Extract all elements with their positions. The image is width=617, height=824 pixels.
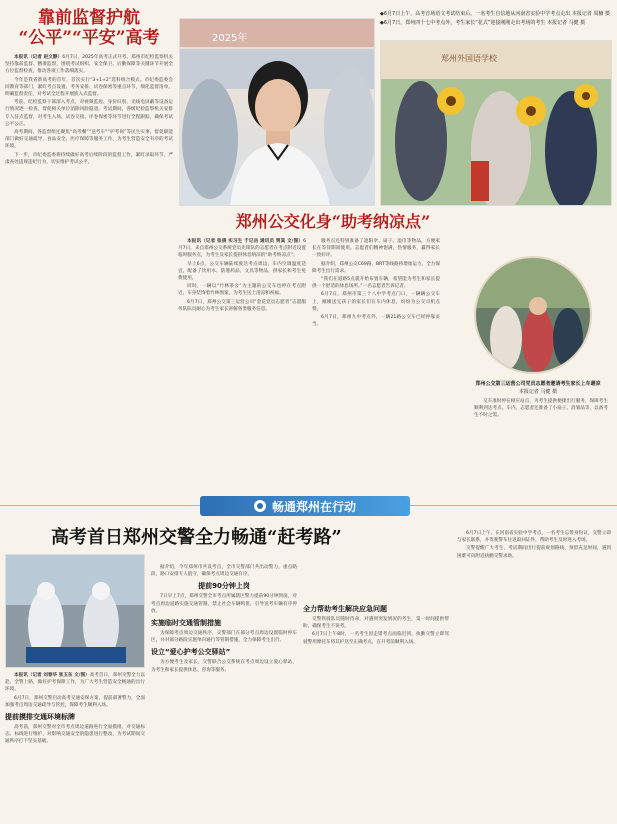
bottom-article bbox=[5, 524, 612, 820]
paragraph: 早上6点，公交车辆陆续驶达考点周边，车内空调温度适宜，配备了饮用水、防暑药品、文具等物品，供家长和考生免费使用。 bbox=[178, 261, 306, 282]
subheading: 实施临时交通管制措施 bbox=[151, 619, 221, 628]
byline: 本报讯（记者 赵文静） bbox=[14, 55, 63, 60]
paragraph: 为保障考点周边交通秩序，交警部门在部分考点周边设置临时停车区，并对部分路段实施单向通行等管制措施，全力保障考生出行。 bbox=[151, 631, 297, 644]
bottom-col-3 bbox=[303, 564, 449, 818]
paragraph: 7日早上7点，郑州交警全市考点所属辖区警力提前90分钟到岗，对考点周边道路实施交通管制，禁止社会车辆鸣笛，引导送考车辆有序停放。 bbox=[151, 594, 297, 614]
article-headline-line2: “公平”“平安”高考 bbox=[18, 28, 160, 48]
section-banner bbox=[0, 496, 617, 516]
bottom-col-1: 本报讯（记者 刘春华 张玉东 文/图）高考首日，郑州交警全力以赴、全警上路，做好护考保障工作，为广大考生营造安全畅通的出行环境。 6月7日，郑州交警启动高考交通安保方案，提前部署警力，全面加强考点周边交通疏导与管控，保障考生顺利入场。 提前摸排交通环境标牌 高考前，郑州交警对全市考点周边道路进行全面摸排，对交通标志、标线进行维护，对影响交通安全的隐患进行整改，为考试期间交通秩序打下坚实基础。 bbox=[5, 673, 145, 745]
subheading: 提前90分钟上岗 bbox=[198, 582, 250, 591]
middle-article bbox=[178, 212, 612, 450]
paragraph: 6月7日上午，在河南省实验中学考点，一名考生忘带身份证，交警立即与家长联系，并驾驶警车往返取回证件，帮助考生及时进入考场。 bbox=[457, 531, 611, 544]
bottom-col-4 bbox=[457, 530, 611, 818]
banner-text: 畅通郑州在行动 bbox=[271, 499, 356, 514]
photo-family-sunflowers bbox=[380, 40, 612, 206]
arch-text: 郑州外国语学校 bbox=[441, 54, 497, 63]
traffic-icon bbox=[254, 500, 266, 512]
paragraph: 下一步，市纪委监委将持续做好高考后续阶段的监督工作，紧盯录取环节，严肃查处违规违纪行为，切实维护考试公平。 bbox=[5, 152, 173, 165]
paragraph: 同时，一辆以“竹林茶舍”为主题的公交车也停在考点附近，车身装饰着竹林图案，为考生送上清凉和祝福。 bbox=[178, 284, 306, 297]
paragraph: 6月7日，郑州交警启动高考交通安保方案，提前部署警力，全面加强考点周边交通疏导与管控，保障考生顺利入场。 bbox=[5, 695, 145, 708]
subheading: 全力帮助考生解决应急问题 bbox=[303, 605, 387, 613]
paragraph: 交警铁骑队员随时待命，对遇到突发情况的考生，第一时间提供帮助，确保考生不误考。 bbox=[303, 617, 449, 630]
middle-col-2 bbox=[312, 238, 440, 438]
bottom-headline: 高考首日郑州交警全力畅通“赶考路” bbox=[51, 527, 342, 548]
subheading: 设立“爱心护考公交驿站” bbox=[151, 648, 231, 657]
school-sign-text: 2025年 bbox=[212, 33, 248, 44]
paragraph: 服务点还特别准备了遮阳伞、扇子、湿巾等物品，方便家长在等待期间使用。志愿者们精神饱满，热情服务，赢得家长一致好评。 bbox=[312, 239, 440, 259]
byline: 本报讯（记者 刘春华 张玉东 文/图） bbox=[14, 673, 90, 678]
caption-2: ◆6月7日，郑州四十七中考点外，考生家长“花式”迎接刚刚走出考场的考生 本报记者 马健 摄 bbox=[380, 20, 586, 26]
paragraph: “我们在道路5点就开始布置车辆，希望能为考生和家长提供一个舒适的休息场所。”一名志愿者告诉记者。 bbox=[312, 277, 440, 290]
bottom-col-2 bbox=[151, 564, 297, 818]
caption-1: ◆6月7日上午，高考首场语文考试结束后，一名考生自信地从河南省实验中学考点走出 本报记者 周楠 摄 bbox=[380, 11, 611, 17]
top-left-article bbox=[5, 8, 173, 420]
photo-police-svg bbox=[6, 555, 145, 668]
paragraph: 高考前，郑州交警对全市考点周边道路进行全面摸排，对交通标志、标线进行维护，对影响交通安全的隐患进行整改，为考试期间交通秩序打下坚实基础。 bbox=[5, 725, 145, 745]
middle-col-1: 本报讯（记者 张倩 实习生 于记岳 通讯员 贾真 文/图）6月7日，来自郑州公交系统党员先锋队的志愿者在考点附近设置临时服务点，为考生及家长提供休息纳凉的“助考纳凉点”。 早上6点，公交车辆陆续驶达考点周边，车内空调温度适宜，配备了饮用水、防暑药品、文具等物品，供家长和考生免费使用。 同时，一辆以“竹林茶舍”为主题的公交车也停在考点附近，车身装饰着竹林图案，为考生送上清凉和祝福。 6月7日，郑州公交第三运营公司“金花党员志愿者”志愿服务队队员耐心为考生家长讲解各类服务信息。 bbox=[178, 239, 306, 312]
paragraph: 6月7日，郑州市第三十八中学考点门口，一辆辆公交车上，刚刚送完孩子的家长们在车内休息，纷纷为公交司机点赞。 bbox=[312, 292, 440, 312]
byline: 本报讯（记者 张倩 实习生 于记岳 通讯员 贾真 文/图） bbox=[187, 239, 304, 244]
paragraph: 高考期间，各监督组还聚焦“高考餐”“送考车”“护考岗”等民生实事，督促职能部门做好交通疏导、食品安全、医疗保障等服务工作，为考生营造安全有序的考试环境。 bbox=[5, 130, 173, 150]
paragraph: 6月7日，郑州公交第三运营公司“金花党员志愿者”志愿服务队队员耐心为考生家长讲解各类服务信息。 bbox=[178, 299, 306, 312]
paragraph: 交警提醒广大考生，考试期间出行提前规划路线，预留充足时间，遇到困难可向附近执勤交警求助。 bbox=[457, 546, 611, 559]
paragraph: 为方便考生及家长，交警联合公交系统在考点周边设立爱心驿站，为考生和家长提供休息、咨询等服务。 bbox=[151, 660, 297, 673]
photo-bus-svg bbox=[476, 258, 592, 374]
paragraph: 6月7日，郑州九中考点外，一辆21路公交车已经停靠妥当。 bbox=[312, 315, 440, 328]
photo-student bbox=[179, 18, 375, 206]
caption-3-credit: 本报记者 马健 摄 bbox=[518, 389, 558, 395]
paragraph: 6月7日上午8时，一名考生因走错考点面临迟到，执勤交警立即驾驶警用摩托车将其护送至正确考点，在开考前顺利入场。 bbox=[303, 632, 449, 645]
photo-bus-interior bbox=[474, 256, 592, 374]
photo-student-svg bbox=[180, 19, 375, 206]
paragraph: 据介绍，郑州公交C69路、BRT等线路将增加运力，全力保障考生出行需求。 bbox=[312, 261, 440, 274]
article-headline-line1: 靠前监督护航 bbox=[38, 8, 140, 28]
photo-family-svg bbox=[381, 41, 612, 206]
middle-headline: 郑州公交化身“助考纳凉点” bbox=[235, 212, 431, 231]
caption-3: 郑州公交第三运营公司党员志愿者邀请考生家长上车避凉 本报记者 马健 摄 bbox=[468, 380, 608, 396]
photo-traffic-police bbox=[5, 554, 145, 668]
middle-col-3 bbox=[474, 398, 608, 444]
paragraph: 今年是我省新高考的首年，首次实行“3+1+2”选科组合模式。市纪委监委会同教育等部门，紧盯考点设置、考务安排、试卷保密等重点环节，细化监督清单，明确监督责任，对考试全过程开展嵌入式监督。 bbox=[5, 77, 173, 98]
paragraph: 考前，纪检监察干部深入考点，对视频监控、身份识别、无线电屏蔽等设备运行情况逐一检查，督促相关单位消除风险隐患。考试期间，各级纪检监察机关安排专人驻点监督，对考生入场、试卷交接、评卷保密等环节进行全程跟踪，确保考试公平公正。 bbox=[5, 100, 173, 127]
caption-block-top bbox=[380, 10, 612, 40]
paragraph: 6月7日，2025年高考正式开考。郑州市纪检监察机关坚持靠前监督、精准监督，围绕考试组织、安全保卫、后勤保障等关键环节开展全方位监督检查，推动各项工作落细落实。 bbox=[5, 55, 173, 75]
article-body bbox=[5, 54, 173, 426]
paragraph: 据介绍，今年郑州市共设考点，全市交警部门共出动警力，重点路段、路口安排专人值守，确保考点周边交通有序。 bbox=[151, 565, 297, 578]
subheading: 提前摸排交通环境标牌 bbox=[5, 713, 75, 722]
paragraph: 交车准时停在相应站点，为考生提供便捷出行服务，保障考生顺利到达考点。车内，志愿者还准备了小扇子、消暑品等，以备考生不时之需。 bbox=[474, 399, 608, 419]
